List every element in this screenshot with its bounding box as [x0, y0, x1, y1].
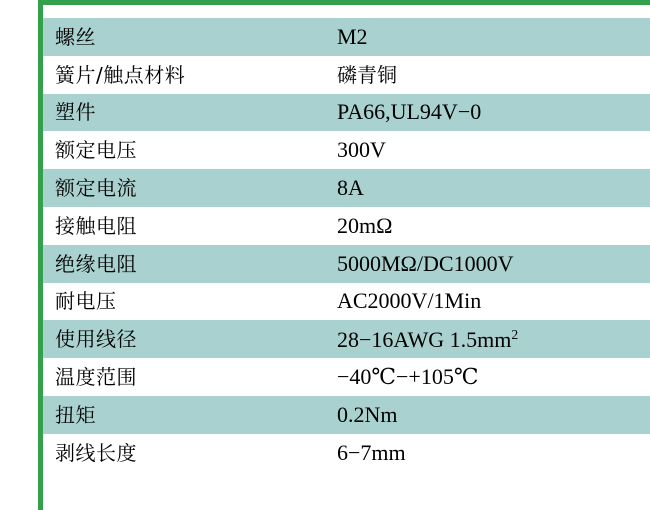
spec-value: 6−7mm: [325, 434, 650, 472]
spec-label: 温度范围: [43, 358, 325, 396]
table-row: [43, 94, 650, 132]
accent-bar-top: [38, 0, 650, 5]
spec-value: 300V: [325, 131, 650, 169]
spec-value: 5000MΩ/DC1000V: [325, 245, 650, 283]
spec-label: 螺丝: [43, 18, 325, 56]
spec-label: 额定电压: [43, 131, 325, 169]
table-row: [43, 283, 650, 321]
spec-label: 使用线径: [43, 320, 325, 358]
spec-label: 额定电流: [43, 169, 325, 207]
spec-label: 接触电阻: [43, 207, 325, 245]
table-row: [43, 358, 650, 396]
spec-value: 0.2Nm: [325, 396, 650, 434]
spec-label: 绝缘电阻: [43, 245, 325, 283]
spec-label: 扭矩: [43, 396, 325, 434]
table-row: [43, 245, 650, 283]
spec-value: AC2000V/1Min: [325, 283, 650, 321]
table-row: [43, 434, 650, 472]
spec-value-superscript: 2: [511, 326, 519, 342]
table-row: [43, 131, 650, 169]
spec-label: 簧片/触点材料: [43, 56, 325, 94]
table-row: [43, 169, 650, 207]
table-row: [43, 320, 650, 358]
spec-value: PA66,UL94V−0: [325, 94, 650, 132]
spec-label: 耐电压: [43, 283, 325, 321]
spec-value: M2: [325, 18, 650, 56]
table-row: [43, 18, 650, 56]
spec-value: 20mΩ: [325, 207, 650, 245]
spec-label: 塑件: [43, 94, 325, 132]
spec-value: 8A: [325, 169, 650, 207]
spec-value-text: 28−16AWG 1.5mm: [337, 326, 512, 352]
spec-value: [325, 320, 650, 358]
spec-value: 磷青铜: [325, 56, 650, 94]
spec-value: −40℃−+105℃: [325, 358, 650, 396]
specification-table: [43, 18, 650, 472]
spec-label: 剥线长度: [43, 434, 325, 472]
table-row: [43, 396, 650, 434]
table-row: [43, 207, 650, 245]
table-row: [43, 56, 650, 94]
table-body: [43, 18, 650, 472]
